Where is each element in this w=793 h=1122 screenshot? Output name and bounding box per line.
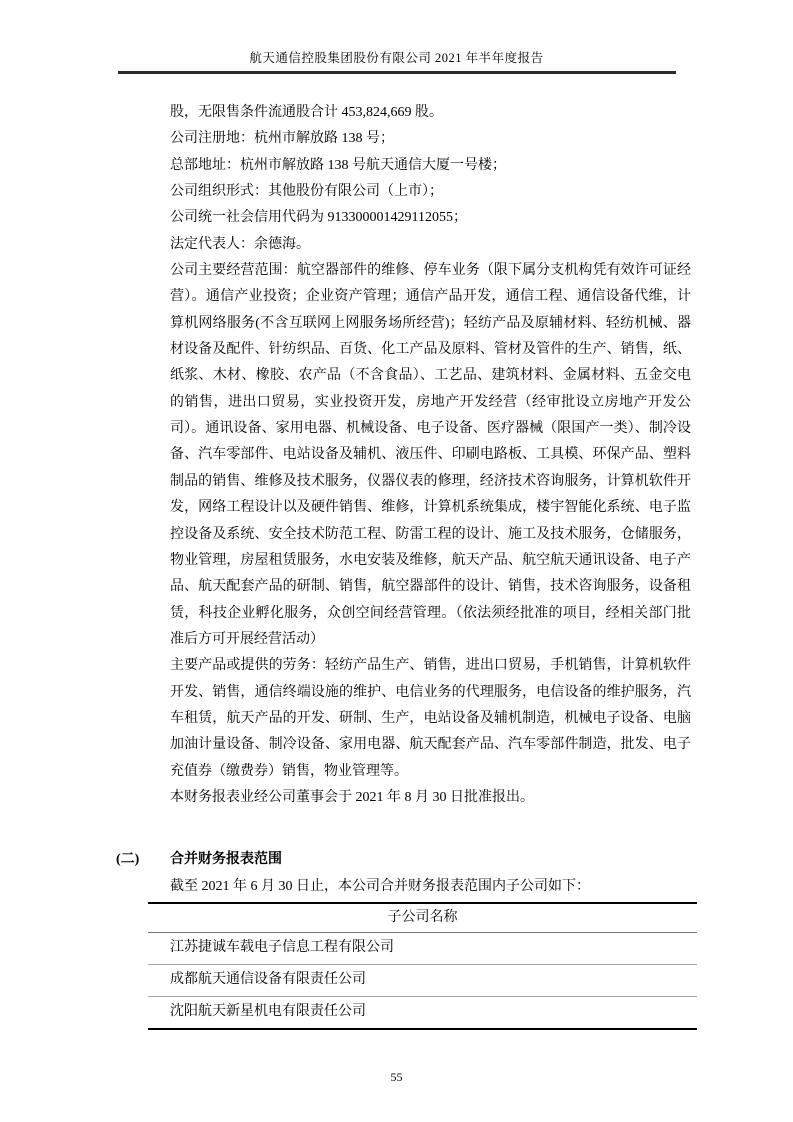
- paragraph-headquarters-address: 总部地址：杭州市解放路 138 号航天通信大厦一号楼；: [170, 157, 506, 173]
- paragraph-company-form: 公司组织形式：其他股份有限公司（上市）；: [170, 184, 443, 200]
- table-header-subsidiary-name: 子公司名称: [148, 903, 697, 933]
- page-body: [116, 100, 691, 1030]
- paragraph-shares: 股，无限售条件流通股合计 453,824,669 股。: [170, 105, 443, 120]
- paragraph-legal-representative: 法定代表人：余德海。: [170, 236, 310, 252]
- paragraph-main-products: 主要产品或提供的劳务：轻纺产品生产、销售，进出口贸易，手机销售，计算机软件开发、销售，通信终端设施的维护、电信业务的代理服务，电信设备的维护服务，汽车租赁，航天产品的开发、研制、生产，电站设备及辅机制造，机械电子设备、电脑加油计量设备、制冷设备、家用电器、航天配套产品、汽车零部件制造，批发、电子充值券（缴费券）销售，物业管理等。: [170, 658, 691, 779]
- table-row: [148, 964, 697, 996]
- page-header-title: 航天通信控股集团股份有限公司 2021 年半年度报告: [249, 51, 544, 65]
- table-row: [148, 932, 697, 964]
- subsidiary-name-cell: 沈阳航天新星机电有限责任公司: [170, 1004, 366, 1020]
- paragraph-report-approval: 本财务报表业经公司董事会于 2021 年 8 月 30 日批准报出。: [170, 789, 534, 805]
- section-title: 合并财务报表范围: [170, 852, 282, 868]
- subsidiaries-table: [148, 902, 697, 1030]
- paragraph-business-scope: 公司主要经营范围：航空器部件的维修、停车业务（限下属分支机构凭有效许可证经营）。通信产业投资；企业资产管理；通信产品开发，通信工程、通信设备代维，计算机网络服务(不含互联网上网服务场所经营)；轻纺产品及原辅材料、轻纺机械、器材设备及配件、针纺织品、百货、化工产品及原料、管材及管件的生产、销售，纸、纸浆、木材、橡胶、农产品（不含食品）、工艺品、建筑材料、金属材料、五金交电的销售，进出口贸易，实业投资开发，房地产开发经营（经审批设立房地产开发公司）。通讯设备、家用电器、机械设备、电子设备、医疗器械（限国产一类）、制冷设备、汽车零部件、电站设备及辅机、液压件、印刷电路板、工具模、环保产品、塑料制品的销售、维修及技术服务，仪器仪表的修理，经济技术咨询服务，计算机软件开发，网络工程设计以及硬件销售、维修，计算机系统集成，楼宇智能化系统、电子监控设备及系统、安全技术防范工程、防雷工程的设计、施工及技术服务，仓储服务，物业管理，房屋租赁服务，水电安装及维修，航天产品、航空航天通讯设备、电子产品、航天配套产品的研制、销售，航空器部件的设计、销售，技术咨询服务，设备租赁，科技企业孵化服务，众创空间经营管理。（依法须经批准的项目，经相关部门批准后方可开展经营活动）: [170, 263, 691, 647]
- table-row: [148, 996, 697, 1029]
- subsidiary-name-cell: 成都航天通信设备有限责任公司: [148, 964, 697, 996]
- section-heading: [116, 847, 691, 873]
- page-number: 55: [390, 1070, 403, 1084]
- subsidiary-name-cell: 江苏捷诚车载电子信息工程有限公司: [148, 932, 697, 964]
- header-divider: [118, 71, 676, 74]
- section-number: (二): [116, 852, 140, 868]
- table-header-row: [148, 903, 697, 933]
- paragraph-registered-address: 公司注册地：杭州市解放路 138 号；: [170, 131, 394, 147]
- paragraph-credit-code: 公司统一社会信用代码为 913300001429112055；: [170, 210, 467, 226]
- section-intro: 截至 2021 年 6 月 30 日止，本公司合并财务报表范围内子公司如下：: [170, 878, 590, 894]
